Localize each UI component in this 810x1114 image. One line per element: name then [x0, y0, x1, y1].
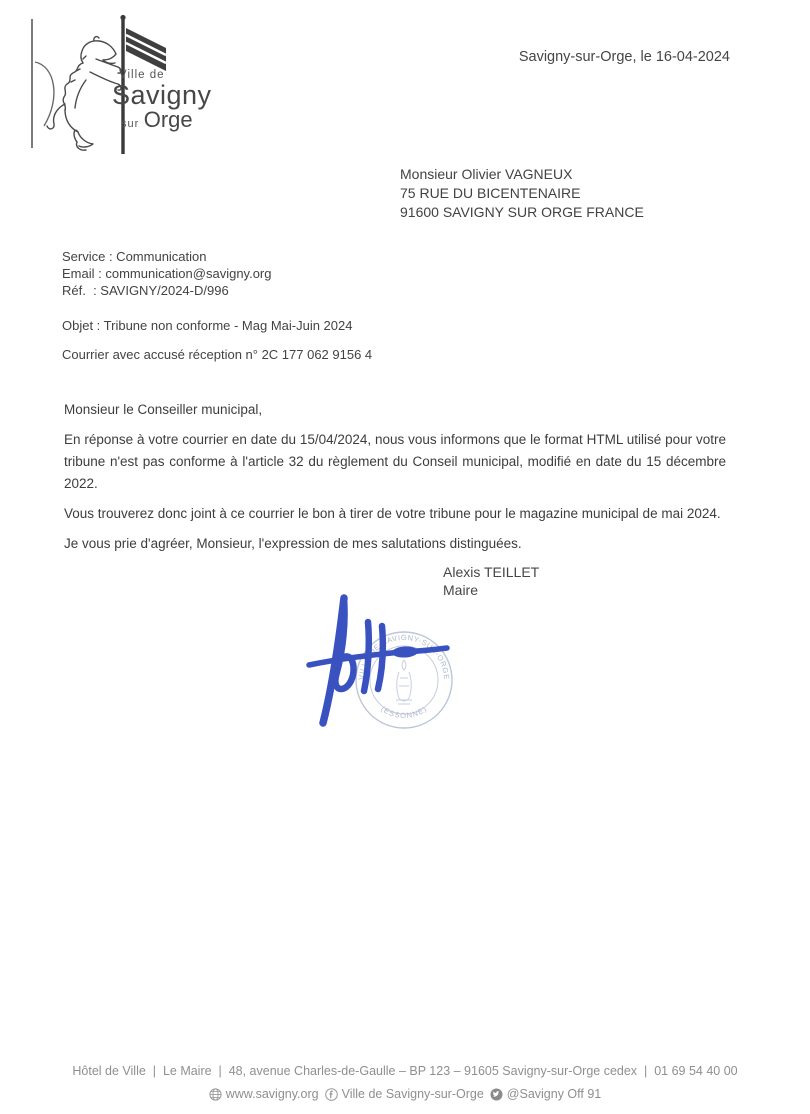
footer-website: [209, 1087, 319, 1101]
logo-tagline: Ville de: [119, 69, 165, 81]
recipient-street: 75 RUE DU BICENTENAIRE: [400, 185, 581, 201]
salutation: Monsieur le Conseiller municipal,: [64, 402, 263, 417]
twitter-handle: @Savigny Off 91: [506, 1087, 602, 1101]
facebook-icon: [325, 1088, 338, 1101]
footer-contact-line: Hôtel de Ville | Le Maire | 48, avenue Charles-de-Gaulle – BP 123 – 91605 Savigny-sur-Orge cedex | 01 69 54 40 00: [72, 1064, 738, 1078]
website-label: www.savigny.org: [225, 1087, 319, 1101]
logo-city-name: Savigny: [112, 80, 212, 110]
recipient-address: [400, 165, 644, 222]
dateline: Savigny-sur-Orge, le 16-04-2024: [518, 49, 730, 65]
logo-sur: sur: [121, 118, 140, 131]
handwritten-signature: [306, 592, 458, 735]
recipient-name: Monsieur Olivier VAGNEUX: [400, 166, 573, 182]
reference-line: Réf. : SAVIGNY/2024-D/996: [62, 283, 229, 298]
facebook-label: Ville de Savigny-sur-Orge: [341, 1087, 484, 1101]
subject-line: Objet : Tribune non conforme - Mag Mai-Juin 2024: [62, 318, 353, 333]
footer-twitter: [490, 1087, 601, 1101]
registered-mail-line: Courrier avec accusé réception n° 2C 177 062 9156 4: [62, 347, 373, 362]
city-logo: [28, 14, 218, 169]
body-paragraph: Je vous prie d'agréer, Monsieur, l'expression de mes salutations distinguées.: [64, 536, 522, 551]
globe-icon: [209, 1088, 222, 1101]
signer-name: Alexis TEILLET: [443, 564, 540, 580]
letter-meta: [62, 248, 271, 299]
email-line: Email : communication@savigny.org: [62, 266, 272, 281]
stamp-text-bottom: (ESSONNE): [379, 704, 429, 721]
service-line: Service : Communication: [62, 249, 207, 264]
letter-body: [64, 399, 726, 563]
twitter-icon: [490, 1088, 503, 1101]
logo-orge: Orge: [143, 107, 193, 133]
footer-social-line: [0, 1087, 810, 1101]
recipient-city: 91600 SAVIGNY SUR ORGE FRANCE: [400, 204, 644, 220]
stamp-text-top: VILLE DE SAVIGNY-SUR-ORGE: [356, 632, 452, 681]
footer-facebook: [325, 1087, 484, 1101]
body-paragraph: Vous trouverez donc joint à ce courrier le bon à tirer de votre tribune pour le magazine municipal de mai 2024.: [64, 506, 721, 521]
signer-title: Maire: [443, 582, 479, 598]
body-paragraph: En réponse à votre courrier en date du 15/04/2024, nous vous informons que le format HTML utilisé pour votre tribune n'est pas conforme à l'article 32 du règlement du Conseil municipal, modifié en date du 15 décembre 2022.: [64, 432, 726, 491]
